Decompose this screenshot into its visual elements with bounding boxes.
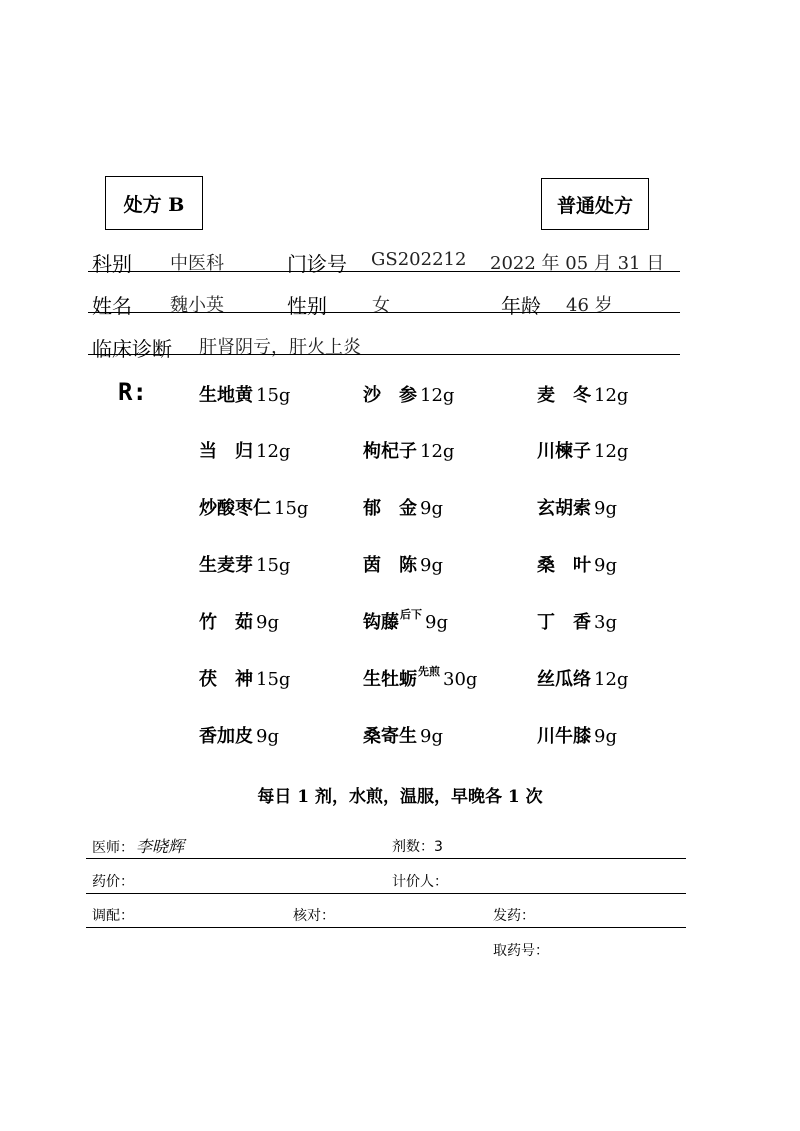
herb-item <box>363 494 443 520</box>
herb-dose: 30g <box>443 669 478 690</box>
herb-dose: 12g <box>594 385 629 406</box>
herb-item <box>363 381 454 407</box>
herb-name: 当 归 <box>199 441 253 462</box>
herb-dose: 9g <box>420 498 443 519</box>
check-label: 核对： <box>293 908 335 924</box>
herb-name: 丝瓜络 <box>537 669 591 690</box>
footer-line-1 <box>86 858 686 859</box>
sex-label: 性别 <box>287 294 327 318</box>
doctor-signature: 李晓辉 <box>136 837 185 856</box>
herb-name: 生地黄 <box>199 385 253 406</box>
herb-item <box>537 551 617 577</box>
herb-item <box>363 551 443 577</box>
herb-name: 香加皮 <box>199 726 253 747</box>
herb-item <box>199 381 290 407</box>
herb-item <box>363 722 443 748</box>
herb-name: 竹 茹 <box>199 612 253 633</box>
herb-dose: 12g <box>420 441 455 462</box>
herb-dose: 9g <box>594 726 617 747</box>
herb-name: 茯 神 <box>199 669 253 690</box>
herb-name: 枸杞子 <box>363 441 417 462</box>
herb-name: 桑 叶 <box>537 555 591 576</box>
herb-dose: 12g <box>256 441 291 462</box>
herb-dose: 3g <box>594 612 617 633</box>
doctor-label: 医师： <box>92 840 134 856</box>
prescription-type: 处方 B <box>123 193 185 216</box>
footer-line-2 <box>86 893 686 894</box>
doses-value: 3 <box>434 839 443 855</box>
herb-note: 先煎 <box>418 665 440 678</box>
herb-dose: 15g <box>256 555 291 576</box>
herb-item <box>363 437 454 463</box>
rx-symbol: R: <box>118 378 147 406</box>
herb-name: 麦 冬 <box>537 385 591 406</box>
herb-name: 川牛膝 <box>537 726 591 747</box>
herb-name: 沙 参 <box>363 385 417 406</box>
row2-underline <box>88 312 680 313</box>
herb-dose: 12g <box>594 441 629 462</box>
date-value: 2022 年 05 月 31 日 <box>490 253 665 274</box>
prescription-category: 普通处方 <box>556 194 633 217</box>
name-label: 姓名 <box>92 294 132 318</box>
sex-value: 女 <box>372 295 390 316</box>
doses-label: 剂数： <box>392 839 434 855</box>
herb-name: 生麦芽 <box>199 555 253 576</box>
herb-item <box>199 665 290 691</box>
doses-field <box>392 836 443 856</box>
dept-value: 中医科 <box>170 253 224 274</box>
herb-item <box>199 494 308 520</box>
dept-label: 科别 <box>92 252 132 276</box>
herb-item <box>537 665 628 691</box>
herb-dose: 9g <box>256 612 279 633</box>
dispense-label: 调配： <box>92 908 134 924</box>
name-value: 魏小英 <box>170 295 224 316</box>
herb-dose: 9g <box>420 555 443 576</box>
herb-dose: 9g <box>594 498 617 519</box>
price-label: 药价： <box>92 874 134 890</box>
footer-line-3 <box>86 927 686 928</box>
herb-name: 丁 香 <box>537 612 591 633</box>
herb-item <box>199 608 279 634</box>
herb-item <box>537 722 617 748</box>
diagnosis-label: 临床诊断 <box>92 337 172 361</box>
herb-name: 钩藤 <box>363 612 399 633</box>
herb-item <box>199 722 279 748</box>
herb-name: 茵 陈 <box>363 555 417 576</box>
herb-name: 炒酸枣仁 <box>199 498 271 519</box>
herb-dose: 9g <box>425 612 448 633</box>
herb-item <box>537 381 628 407</box>
herb-item <box>363 608 448 634</box>
herb-name: 玄胡索 <box>537 498 591 519</box>
herb-item <box>537 437 628 463</box>
doctor-field <box>92 834 184 857</box>
age-value: 46 岁 <box>566 295 613 316</box>
herb-name: 生牡蛎 <box>363 669 417 690</box>
clinic-no-label: 门诊号 <box>287 252 347 276</box>
herb-item <box>199 551 290 577</box>
herb-dose: 9g <box>256 726 279 747</box>
clinic-no-value: GS202212 <box>371 249 467 270</box>
prescription-category-box <box>541 178 649 230</box>
herb-dose: 9g <box>420 726 443 747</box>
prescription-type-box <box>105 176 203 230</box>
herb-dose: 15g <box>256 385 291 406</box>
herb-item <box>537 608 617 634</box>
herb-dose: 15g <box>256 669 291 690</box>
age-label: 年龄 <box>501 294 541 318</box>
pickup-label: 取药号： <box>493 943 549 959</box>
issue-label: 发药： <box>493 908 535 924</box>
pricer-label: 计价人： <box>392 874 448 890</box>
herb-name: 郁 金 <box>363 498 417 519</box>
herb-dose: 12g <box>420 385 455 406</box>
usage-instructions: 每日 1 剂，水煎，温服，早晚各 1 次 <box>257 787 543 807</box>
herb-dose: 15g <box>274 498 309 519</box>
diagnosis-value: 肝肾阴亏，肝火上炎 <box>199 337 361 358</box>
herb-note: 后下 <box>400 608 422 621</box>
herb-dose: 9g <box>594 555 617 576</box>
herb-dose: 12g <box>594 669 629 690</box>
herb-name: 川楝子 <box>537 441 591 462</box>
row3-underline <box>88 354 680 355</box>
herb-item <box>363 665 477 691</box>
herb-item <box>199 437 290 463</box>
herb-item <box>537 494 617 520</box>
row1-underline <box>88 271 680 272</box>
herb-name: 桑寄生 <box>363 726 417 747</box>
